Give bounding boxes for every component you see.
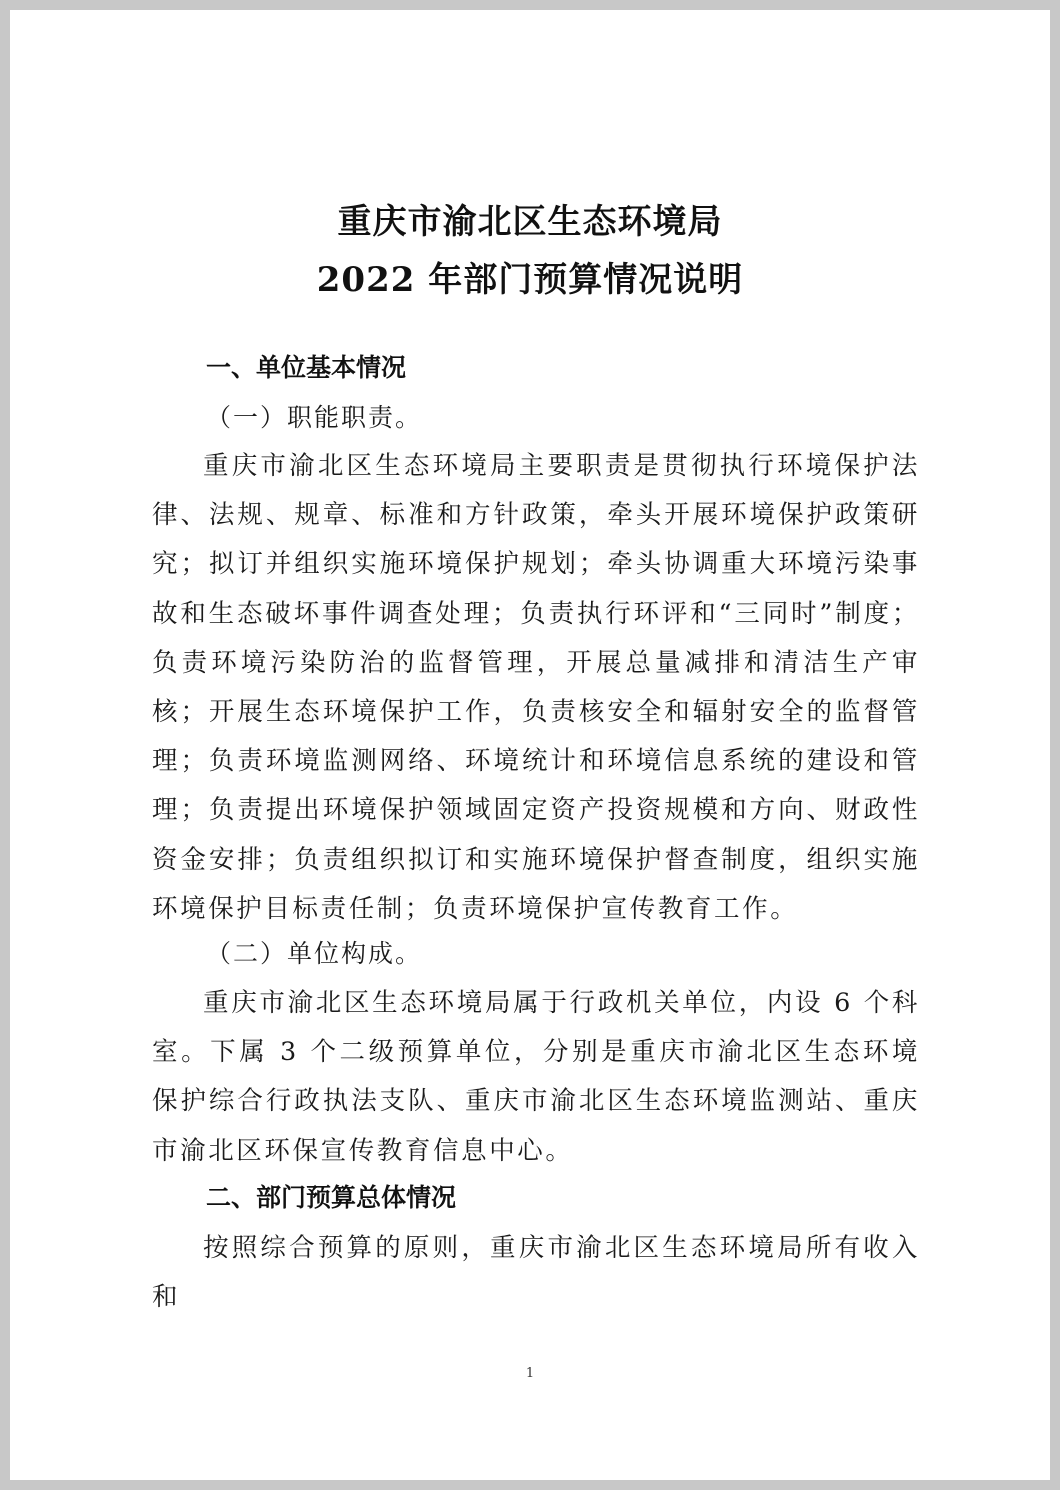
section1-heading: 一、单位基本情况 [206, 353, 407, 382]
document-title-line2: 2022 年部门预算情况说明 [316, 260, 744, 300]
section2-heading: 二、部门预算总体情况 [206, 1183, 457, 1212]
section2-body: 按照综合预算的原则，重庆市渝北区生态环境局所有收入和 [152, 1233, 920, 1313]
section1-sub2-body: 重庆市渝北区生态环境局属于行政机关单位，内设 6 个科室。下属 3 个二级预算单位，分别是重庆市渝北区生态环境保护综合行政执法支队、重庆市渝北区生态环境监测站、重庆市渝北区环保宣传教育信息中心。 [152, 988, 920, 1166]
document-title-line1: 重庆市渝北区生态环境局 [337, 202, 723, 242]
page-number: 1 [525, 1366, 535, 1381]
section1-sub1-body: 重庆市渝北区生态环境局主要职责是贯彻执行环境保护法律、法规、规章、标准和方针政策，牵头开展环境保护政策研究；拟订并组织实施环境保护规划；牵头协调重大环境污染事故和生态破坏事件调查处理；负责执行环评和“三同时”制度；负责环境污染防治的监督管理，开展总量减排和清洁生产审核；开展生态环境保护工作，负责核安全和辐射安全的监督管理；负责环境监测网络、环境统计和环境信息系统的建设和管理；负责提出环境保护领域固定资产投资规模和方向、财政性资金安排；负责组织拟订和实施环境保护督查制度，组织实施环境保护目标责任制；负责环境保护宣传教育工作。 [152, 451, 920, 924]
section1-sub2-heading: （二）单位构成。 [206, 939, 423, 968]
document-page [10, 10, 1050, 1480]
section1-sub1-heading: （一）职能职责。 [206, 403, 423, 432]
